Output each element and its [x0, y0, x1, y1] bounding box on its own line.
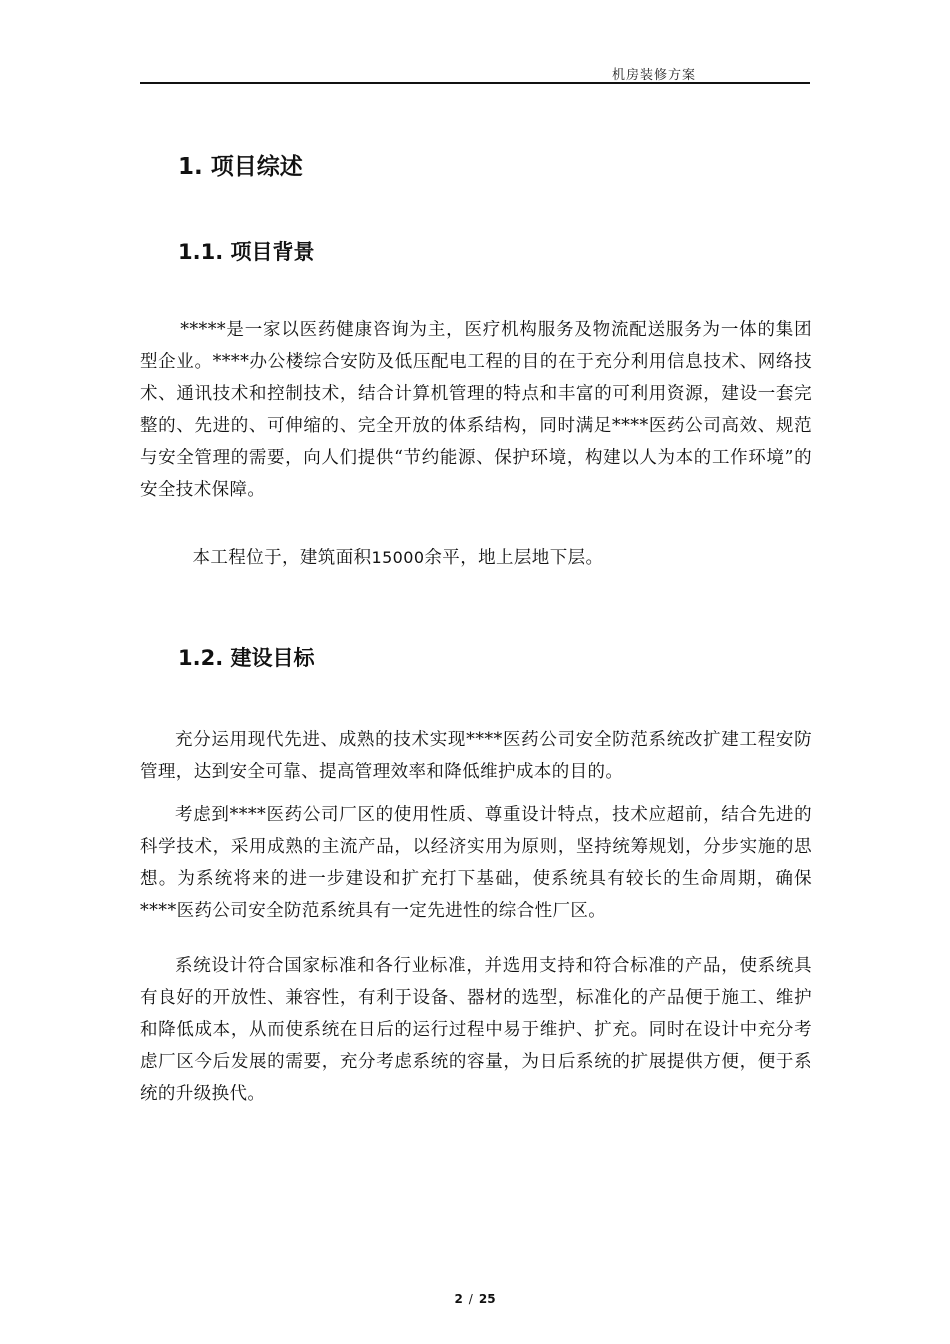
background-paragraph-1: *****是一家以医药健康咨询为主，医疗机构服务及物流配送服务为一体的集团型企业。****办公楼综合安防及低压配电工程的目的在于充分利用信息技术、网络技术、通讯技术和控制技术，结合计算机管理的特点和丰富的可利用资源，建设一套完整的、先进的、可伸缩的、完全开放的体系结构，同时满足****医药公司高效、规范与安全管理的需要，向人们提供“节约能源、保护环境，构建以人为本的工作环境”的安全技术保障。: [140, 320, 812, 500]
current-page-number: 2: [454, 1292, 463, 1306]
goals-paragraph-3: 系统设计符合国家标准和各行业标准，并选用支持和符合标准的产品，使系统具有良好的开放性、兼容性，有利于设备、器材的选型，标准化的产品便于施工、维护和降低成本，从而使系统在日后的运行过程中易于维护、扩充。同时在设计中充分考虑厂区今后发展的需要，充分考虑系统的容量，为日后系统的扩展提供方便，便于系统的升级换代。: [140, 956, 812, 1104]
section-heading: 1. 项目综述: [178, 154, 303, 180]
background-paragraph-2: [140, 542, 812, 574]
header-divider: [140, 82, 810, 84]
running-header: 机房装修方案: [612, 68, 697, 83]
goals-paragraph-1: 充分运用现代先进、成熟的技术实现****医药公司安全防范系统改扩建工程安防管理，达到安全可靠、提高管理效率和降低维护成本的目的。: [140, 730, 812, 782]
goals-paragraph-2: 考虑到****医药公司厂区的使用性质、尊重设计特点，技术应超前，结合先进的科学技术，采用成熟的主流产品，以经济实用为原则，坚持统筹规划，分步实施的思想。为系统将来的进一步建设和扩充打下基础，使系统具有较长的生命周期，确保****医药公司安全防范系统具有一定先进性的综合性厂区。: [140, 805, 812, 921]
total-page-count: 25: [478, 1292, 496, 1306]
page-separator: /: [468, 1292, 473, 1306]
background-paragraph-2-end: 余平，地上层地下层。: [424, 548, 604, 568]
subsection-heading-goals: 1.2. 建设目标: [178, 646, 315, 670]
building-area-value: 15000: [371, 548, 425, 567]
background-paragraph-2-start: 本工程位于，建筑面积: [192, 548, 372, 568]
subsection-heading-background: 1.1. 项目背景: [178, 240, 315, 264]
page-number-footer: [0, 1292, 950, 1306]
